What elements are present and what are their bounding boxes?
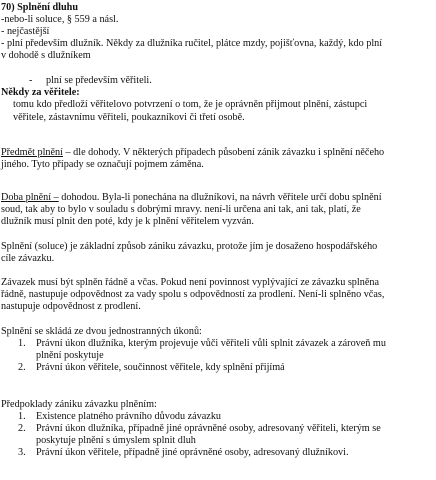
- time-text: dohodou. Byla-li ponechána na dlužníkovi, na návrh věřitele určí dobu splnění: [58, 192, 382, 203]
- for-creditor-line-1: tomu kdo předloží věřitelovo potvrzení o tom, že je oprávněn přijmout plnění, zástupci: [13, 99, 368, 110]
- bullet-dash: -: [29, 75, 33, 86]
- list-item: Právní úkon věřitele, případně jiné oprávněné osoby, adresovaný dlužníkovi.: [36, 447, 349, 458]
- list-number: 1.: [18, 338, 26, 349]
- solution-line-1: Splnění (soluce) je základní způsob zániku závazku, protože jím je dosaženo hospodářského: [1, 241, 378, 252]
- list-number: 3.: [18, 447, 26, 458]
- for-creditor-heading: Někdy za věřitele:: [1, 87, 80, 98]
- time-label: Doba plnění –: [1, 192, 59, 203]
- list-number: 1.: [18, 411, 26, 422]
- for-creditor-line-2: věřitele, zástavnímu věřiteli, poukazníkovi či třetí osobě.: [13, 112, 245, 123]
- list-item-continuation: plnění poskytuje: [36, 350, 104, 361]
- intro-line-4: v dohodě s dlužníkem: [1, 50, 91, 61]
- bullet-creditor: plní se především věřiteli.: [46, 75, 152, 86]
- subject-label: Předmět plnění: [1, 147, 63, 158]
- list-number: 2.: [18, 423, 26, 434]
- intro-line-1: -nebo-li soluce, § 559 a násl.: [1, 14, 119, 25]
- proper-line-3: nastupuje odpovědnost z prodlení.: [1, 301, 141, 312]
- proper-line-1: Závazek musí být splněn řádně a včas. Pokud není povinnost vyplývající ze závazku splněna: [1, 277, 379, 288]
- list-item: Právní úkon dlužníka, případně jiné oprávněné osoby, adresovaný věřiteli, kterým se: [36, 423, 381, 434]
- time-line-2: soud, tak aby to bylo v souladu s dobrými mravy. není-li určena ani tak, ani tak, platí, že: [1, 204, 361, 215]
- preconditions-heading: Předpoklady zániku závazku plněním:: [1, 399, 157, 410]
- list-item: Právní úkon dlužníka, kterým projevuje vůči věřiteli vůli splnit závazek a zároveň mu: [36, 338, 386, 349]
- intro-line-3: - plní především dlužník. Někdy za dlužníka ručitel, plátce mzdy, pojišťovna, každý, kdo plní: [1, 38, 383, 49]
- list-item: Existence platného právního důvodu závazku: [36, 411, 222, 422]
- subject-line-1: [1, 147, 384, 159]
- time-line-1: [1, 192, 382, 204]
- list-number: 2.: [18, 362, 26, 373]
- two-acts-heading: Splnění se skládá ze dvou jednostranných úkonů:: [1, 326, 202, 337]
- list-item: Právní úkon věřitele, součinnost věřitele, kdy splnění přijímá: [36, 362, 285, 373]
- intro-line-2: - nejčastější: [1, 26, 50, 37]
- document-title: 70) Splnění dluhu: [1, 2, 79, 13]
- list-item-continuation: poskytuje plnění s úmyslem splnit dluh: [36, 435, 196, 446]
- subject-text: – dle dohody. V některých případech působení zánik závazku i splnění něčeho: [62, 147, 385, 158]
- time-line-3: dlužník musí plnit den poté, kdy je k plnění věřitelem vyzván.: [1, 216, 254, 227]
- proper-line-2: řádně, nastupuje odpovědnost za vady spolu s odpovědností za prodlení. Není-li splněno včas,: [1, 289, 385, 300]
- solution-line-2: cíle závazku.: [1, 253, 55, 264]
- subject-line-2: jiného. Tyto případy se označují pojmem záměna.: [1, 159, 204, 170]
